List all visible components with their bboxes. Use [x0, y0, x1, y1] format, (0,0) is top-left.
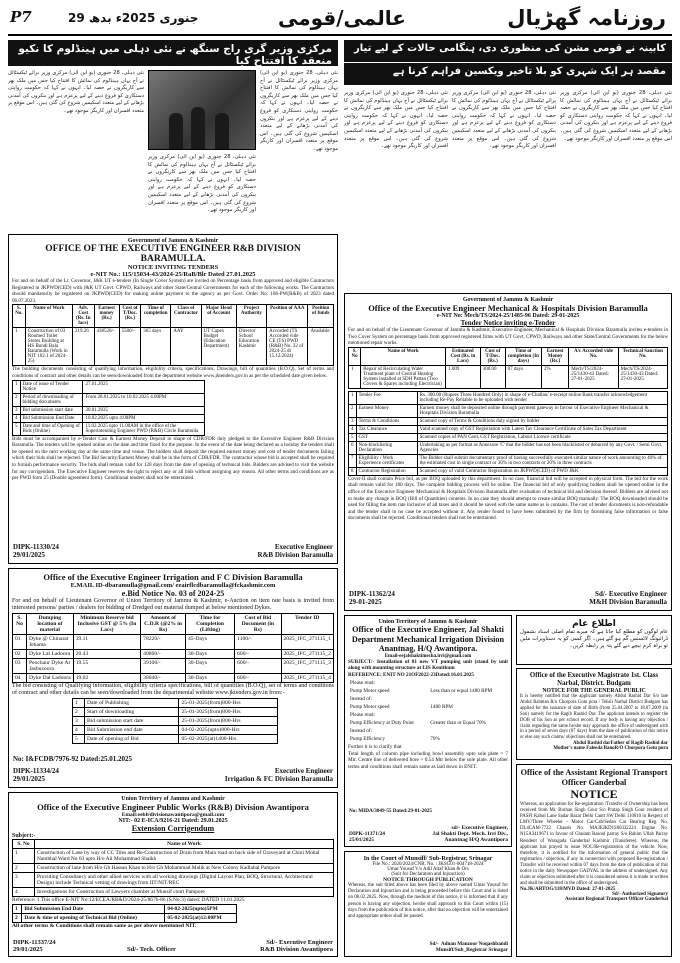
table-cell: 2 — [73, 707, 85, 716]
table-cell: 5 — [349, 433, 357, 441]
col-header: Minimum Reserve bid Inclusive GST @ 5% (In Lacs) — [73, 613, 140, 634]
ad-govt-line: Union Territory of Jammu and Kashmir — [121, 796, 225, 802]
table-cell: Date and time of Opening of Bids (Online) — [20, 422, 83, 435]
table-cell: 25-01-2025(from)800-Hrs — [179, 716, 278, 725]
table-cell: Mech/TS/2024-25/1430-43 Dated: 27-01-2025 — [618, 365, 667, 388]
ad-subject: SUBJECT:- Installation of 01 new VT pumping unit (stand by unit along with mounting structure at LIS Kenitkum — [348, 658, 508, 672]
col-header: Time for Completion (Lifting) — [185, 613, 234, 634]
table-cell: 19.55 — [73, 658, 140, 673]
headline-right-2: مقصد ہر ایک شہری کو بلا تاخیر ویکسین فراہم کرنا ہے — [344, 63, 672, 85]
story-right-col-3: نئی دہلی، 28 جنوری (یو این آئی) مرکزی وزیر برائے ٹیکسٹائل نے آج یہاں ہینڈلوم کی نمائش کا افتتاح کیا جس میں ملک بھر سے کاریگروں نے حصہ لیا۔ انہوں نے کہا کہ حکومت روایتی دستکاری کو فروغ دینے کے لیے پرعزم ہے اور بنکروں کی آمدنی بڑھانے کے لیے متعدد اسکیمیں شروع کی گئی ہیں۔ اس موقع پر متعدد افسران اور کاریگر موجود تھے۔ — [560, 90, 672, 142]
table-cell: Bid submission start date — [20, 406, 83, 414]
col-header: Name of Work — [25, 305, 72, 328]
story-right-col-1: نئی دہلی، 28 جنوری (یو این آئی) مرکزی وزیر برائے ٹیکسٹائل نے آج یہاں ہینڈلوم کی نمائش کا افتتاح کیا جس میں ملک بھر سے کاریگروں نے حصہ لیا۔ انہوں نے کہا کہ حکومت روایتی دستکاری کو فروغ دینے کے لیے پرعزم ہے اور بنکروں کی آمدنی بڑھانے کے لیے متعدد اسکیمیں شروع کی گئی ہیں۔ اس موقع پر متعدد افسران اور کاریگر موجود تھے۔ — [344, 90, 448, 150]
table-cell: Valid scanned copy of GST Registration with Latest Tax Clearance Certificate of Sales Tax Department — [417, 425, 667, 433]
table-cell: 78220/- — [141, 634, 186, 649]
table-cell: 2025_IFC_271115_2 — [281, 649, 334, 658]
ad-case-number: File No.: 2020/2024/CNR. No. : JKSG01-004718-2024 — [372, 862, 484, 867]
table-cell: 2 — [13, 393, 21, 406]
table-cell: 4 — [13, 888, 35, 897]
schedule-table — [12, 380, 205, 436]
line-value: Greater than or Equal 70% — [430, 720, 486, 727]
table-row — [349, 467, 668, 475]
list-item — [350, 728, 506, 734]
ad-body: It is hereby notified that the applicant namely Abdul Rashid Dar S/o late Abdul Rahman R/o Chorpora Gotu pora / Tehsil Narbal District Budgam has applied for the issuance of date of Birth (from 25.04.2007 to 18.07.2009 (in Son) namely for the Ragib Rashid Dar. The applicant intends to register the DOB of his Son as per school record. If any body is having any objection / claim regarding the same he/she may approach the office of undersigned with in a period of seven days (07 days) from the date of publication of this notice or else any such claims/ objections shall not be entertained. — [520, 694, 668, 741]
col-header: Dumping location of material — [27, 613, 74, 634]
table-cell: 19.02 — [73, 673, 140, 682]
col-header: Position of AAA — [267, 305, 308, 328]
col-header: S. No — [13, 840, 35, 849]
table-cell: Dyke Lal Ladoora — [27, 649, 74, 658]
ad-ref: No: MIDA/3049-55 Dated:29-01-2025 — [349, 808, 432, 814]
table-row — [13, 414, 205, 422]
col-header: Cost of T/Doc. (Rs.) — [119, 305, 141, 328]
col-header: Earnest money (Rs.) — [94, 305, 119, 328]
works-table — [12, 839, 334, 897]
table-row — [13, 634, 334, 649]
headline-right-1: کابینہ نے قومی مشن کی منظوری دی، ہنگامی حالات کے لیے تیار — [344, 40, 672, 62]
line-label: Pump Efficiency at Duty Point — [350, 720, 414, 727]
table-cell: Earnest Money — [356, 404, 417, 417]
table-cell: 4 — [13, 414, 21, 422]
ad-subtitle: Tender Notice inviting e-Tender — [460, 319, 556, 327]
col-header: Time of completion — [141, 305, 171, 328]
table-cell: 2% — [542, 365, 569, 388]
ad-title: Office of the Executive Engineer Mechanical & Hospitals Division Baramulla — [368, 303, 648, 313]
table-cell: The Bidder shall submit documentary proof of having successfully executed similar nature of work amounting to 40% of the estimated cost in single contract or 30% in two contracts or 20% in three contracts — [417, 454, 667, 467]
table-cell: 30-Days — [185, 673, 234, 682]
schedule-table — [72, 698, 278, 744]
ad-transport-officer — [516, 764, 672, 957]
news-photo-left — [148, 70, 256, 150]
masthead — [8, 6, 672, 36]
ad-subtitle: NOTICE THROUGH PUBLICATION — [383, 877, 473, 883]
table-cell: 45-Days — [185, 634, 234, 649]
works-table — [348, 347, 668, 389]
ad-note: The building documents consisting of qualifying information, eligibility criteria, specifications, Drawings, bill of quantities (B.O.Q), Set of terms and conditions of contract and other details can be seen/downloaded from the department website www.jktenders.gov.in as per the scheduled date given below. — [12, 366, 334, 379]
ad-nit-number: e-NIT No.: 115/15034-43/2024-25/RaB/Blr Dated 27.01.2025 — [90, 271, 256, 278]
ad-ref: No: I&FCDB/7976-92 Dated:25.01.2025 — [13, 755, 132, 763]
ad-body: Whereas, the suit titled above has been filed by above named Umar Yousuf for Declaration and Injunction and is being proceeded before this Court and is listed on 08.02.2025. Now, through the medium of this notice, it is informed that if any person is having any objection, he/she shall approach to this Court within (15) days from the publication of this notice, after that no objection will be entertained and appropriate orders shall be passed. — [348, 883, 508, 920]
col-header: Tender ID — [281, 613, 334, 634]
table-cell: 2 — [349, 404, 357, 417]
table-cell: Dyke @ Chinarat Jehama — [27, 634, 74, 649]
table-cell: Contractor Registration — [356, 467, 417, 475]
table-row — [349, 425, 668, 433]
table-cell: 365 days — [141, 328, 171, 366]
ad-signature: Sd/- Adnan Manzoor Noqashbandi Munsiff/Sub_Registrar Srinagar — [429, 941, 508, 953]
table-cell: 2025_IFC_271115_1 — [281, 634, 334, 649]
ad-title: Office of the Executive Engineer, Jal Shakti Department Mechanical Irrigation Division Anantnag, H/Q Awantipora. — [351, 625, 505, 653]
table-cell: 600/- — [235, 649, 281, 658]
ad-intro: For and on behalf of Lieutenant Governor of Union Territory of Jammu & Kashmir, e-Auction on item rate basis is invited from interested persons/ parties / dealers for bidding of Dredged out material dumped at below mentioned Dykes. — [12, 598, 334, 612]
col-header: Cost of Bid Document (in Rs) — [235, 613, 281, 634]
ad-govt-line: Union Territory of Jammu & Kashmir — [378, 619, 478, 625]
table-cell: 6 — [349, 441, 357, 454]
table-cell: 2 — [13, 913, 22, 922]
table-cell: 25-01-2025(from)800-Hrs — [179, 698, 278, 707]
ad-details: Total length of column pipe including bowl assembly upto sole plate = 7 Mtr. Centre line of delivered bore = 0.54 Mtr below the sole plate. All other terms and conditions shall remain same as laid down in ENIT. — [348, 750, 508, 771]
col-header: Class of Contractor — [171, 305, 201, 328]
list-item — [350, 736, 506, 742]
table-cell: 300.00 — [480, 365, 505, 388]
table-cell: 2 — [13, 864, 35, 873]
ad-signature: Sd/- Authorized Signatory Assistant Regional Transport Officer Ganderbal — [564, 892, 668, 903]
table-cell: From 28.01.2025 to 10.02.2025 4.00PM — [83, 393, 205, 406]
ad-body: عام لوگوں کو مطلع کیا جاتا ہے کہ میرے تمام اصلی اسناد بشمول ڈرائیونگ لائسنس گم ہو گئے ہیں۔ اگر کسی کو یہ دستاویزات ملیں تو براہ کرم نیچے دیے گئے پتہ پر رابطہ کریں۔ — [520, 629, 668, 649]
table-cell: 04-02-2025(upto)800-Hrs — [179, 725, 278, 734]
line-label: Instead of: — [350, 728, 373, 735]
ad-signature: Sd/- Executive Engineer R&B Division Awantipora — [260, 939, 333, 953]
col-header: Estimated Cost (Rs. in Lacs) — [446, 347, 481, 365]
ad-suit-type: (Suit for Declaration and Injunction) — [391, 872, 465, 877]
table-cell: 3 — [13, 873, 35, 888]
table-cell: Construction of 03 Roomed Toilet Stores Building at HS Bondi Bala Baramulla (Work in NIT 102.1 of 2024-25) — [25, 328, 72, 366]
ad-subtitle: NOTICE — [570, 787, 618, 801]
table-cell: 1 — [13, 904, 22, 913]
col-header: Time of completion (In days) — [505, 347, 541, 365]
extension-table — [12, 904, 237, 923]
ad-dipk: DIPK-11337/24 29/01/2025 — [13, 939, 56, 953]
table-cell: 04-02-2025(upto)5PM — [165, 904, 237, 913]
ad-email: Email:eeblrdivisionawantipora@gmail.com — [121, 812, 225, 818]
ad-note: The bid consisting of Qualifying information, eligibility criteria specifications, bill of quantities (B.O.Q), set of terms and conditions of contract and other details can be seen/downloaded from the departmental website www.jktenders.gov.in from:- — [12, 682, 334, 697]
col-header: Technical Sanction No. — [618, 347, 667, 365]
col-header: Position of funds — [308, 305, 334, 328]
table-cell: Date & time of opening of Technical Bid (Online) — [22, 913, 165, 922]
col-header: Name of Work — [361, 347, 446, 365]
ad-subtitle: NOTICE INVITING TENDERS — [127, 264, 219, 271]
table-cell: Construction of lane from H/o Gh Hassan Khan to H/o Gh Mohammad Malik at New Colony Kadlabal Pampore — [35, 864, 334, 873]
story-left-col-3: نئی دہلی، 28 جنوری (یو این آئی) مرکزی وزیر برائے ٹیکسٹائل نے آج یہاں ہینڈلوم کی نمائش کا افتتاح کیا جس میں ملک بھر سے کاریگروں نے حصہ لیا۔ انہوں نے کہا کہ حکومت روایتی دستکاری کو فروغ دینے کے لیے پرعزم ہے اور بنکروں کی آمدنی بڑھانے کے لیے متعدد اسکیمیں شروع کی گئی ہیں۔ اس موقع پر متعدد افسران اور کاریگر موجود تھے۔ — [148, 154, 256, 214]
table-cell: Providing Consultancy and other allied services with all working drawings (Digital Layout Plan, BOQ, Structural, Architectural Design) include Technical vetting of drawings from IIT/NIT/REC — [35, 873, 334, 888]
ad-munsiff-court — [344, 851, 512, 957]
ad-email: E.MAIL ID-dbaramulla@gmail.com/ eeairflcdbaramulla@fckashmir.com — [70, 582, 276, 589]
table-row — [13, 649, 334, 658]
col-header: Amount of C.D.R (@2% in Rs) — [141, 613, 186, 634]
table-cell: Date of opening of Bid — [84, 734, 179, 743]
table-cell: 219.26 — [73, 328, 95, 366]
table-cell: 5500/- — [119, 328, 141, 366]
table-cell: Start of downloading — [84, 707, 179, 716]
table-cell: 3 — [349, 417, 357, 425]
table-cell: Non-blacklisting Declaration — [356, 441, 417, 454]
table-cell: 1100/- — [235, 634, 281, 649]
table-row — [73, 707, 278, 716]
headline-left: مرکزی وزیر گری راج سنگھ نے نئی دہلی میں ہینڈلوم کا نکیو منعقد کا افتتاح کیا — [8, 40, 338, 66]
line-value — [430, 696, 506, 702]
line-label: Pump Motor speed — [350, 688, 390, 695]
ad-bid-number: e.Bid Notice No. 03 of 2024-25 — [121, 589, 225, 598]
ad-executive-magistrate — [516, 668, 672, 760]
col-header: Earnest Money (Rs.) — [542, 347, 569, 365]
ad-body: Cover-II shall contain Price bid, as per BOQ uploaded by this department. In no case, financial bid will be accepted in physical form. The bid for the work shall remain valid for 180 days. The complete bidding process will be online. The financial bid of only qualifying bidders shall be opened online in the office of the Executive Engineer Mechanical & Hospitals Division Baramulla after evaluation of technical bid and decision thereof. Bidders are advised not to make any change in BOQ (Bill of Quantities) contents. In no case they should attempt to create similar BOQ manually. The BOQ downloaded should be used for filling the item rate inclusive of all taxes and it should be saved with the same name as is contains. The cost of tender documents is non-refundable and the tender shall in no case be accepted without it. Any tender found to have been submitted by the firm by furnishing false information or false documents shall be rejected. Conditional tenders shall not be entertained. — [348, 475, 668, 522]
table-cell: 03 — [13, 658, 27, 673]
table-cell: Tender Fee — [356, 391, 417, 404]
table-cell: Bid submission start date — [84, 716, 179, 725]
table-cell: Available — [308, 328, 334, 366]
table-cell: 1 — [13, 849, 35, 864]
table-cell: Peochaur Dyke At Jasbuzoora — [27, 658, 74, 673]
ad-mech-hospitals — [344, 293, 672, 611]
ad-parties: Umar Yousuf V/s Adil Altaf Khan & Ors — [387, 867, 469, 872]
col-header: S. No. — [13, 305, 26, 328]
table-cell: 11.02.2025 upto 11.00AM in the office of the Superintending Engineer PWD (R&B) Circle Baramulla — [83, 422, 205, 435]
table-row — [349, 441, 668, 454]
table-cell: 01 — [13, 634, 27, 649]
table-cell: Scanned copies of PAN Card, GST Registration, Labour Licence certificate — [417, 433, 667, 441]
table-cell: 10.02.2025 upto 4:00PM — [83, 414, 205, 422]
table-cell: 05-02-2025(at)12:00PM — [165, 913, 237, 922]
table-row — [13, 873, 334, 888]
col-header: Project Authority — [236, 305, 266, 328]
table-row — [13, 913, 237, 922]
table-cell: Date of issue of Tender Notice — [20, 380, 83, 393]
ad-subtitle: NOTICE FOR THE GENERAL PUBLIC — [542, 688, 646, 694]
line-value: 70% — [430, 736, 440, 743]
list-item — [350, 680, 506, 686]
table-row — [349, 433, 668, 441]
table-cell: Date of Publishing — [84, 698, 179, 707]
ad-ref: DIPK-11362/24 29-01-2025 — [349, 590, 395, 606]
table-cell: Bid Submission End Date — [22, 904, 165, 913]
col-header: A/c Accorded vide No. — [569, 347, 618, 365]
table-cell: Bid Submission End Date — [20, 414, 83, 422]
ad-intro: For and on behalf of the Lieutenant Governor of Jammu & Kashmir, Executive Engineer, Mechanical & Hospitals Division Baramulla invites e-tenders in Two Cover System on percentage basis from approved registered firms with UT Govt, CPWD, Railways and other State/Central Governments for the below mentioned repair works. — [348, 327, 668, 347]
ad-irrigation-fc — [8, 568, 338, 788]
table-cell: 38040/- — [141, 673, 186, 682]
table-cell: 39.11 — [73, 634, 140, 649]
line-label: Please read: — [350, 680, 375, 687]
table-cell: AAY — [171, 328, 201, 366]
ad-dipk: DIPK-11371/24 25/01/2025 — [349, 831, 386, 843]
ad-nit-number: NIT:- 02 E-ICA/9216-21 Dated: 29.01.2025 — [118, 818, 228, 824]
table-row — [13, 380, 205, 393]
table-cell: 5 — [73, 734, 85, 743]
table-cell: 25-01-2025(from)800-Hrs — [179, 707, 278, 716]
table-cell: 600/- — [235, 673, 281, 682]
table-cell: 40860/- — [141, 649, 186, 658]
table-cell: 07 days — [505, 365, 541, 388]
table-row — [13, 658, 334, 673]
ad-title: In the Court of Munsiff/ Sub-Registrar, Srinagar — [363, 855, 493, 862]
list-item — [350, 712, 506, 718]
col-header: S. No — [349, 347, 361, 365]
table-cell: Terms & Conditions — [356, 417, 417, 425]
table-row — [73, 725, 278, 734]
table-cell: GST — [356, 433, 417, 441]
ad-jal-shakti — [344, 615, 512, 847]
table-row — [13, 406, 205, 414]
story-left-col-1: نئی دہلی، 28 جنوری (یو این آئی) مرکزی وزیر برائے ٹیکسٹائل نے آج یہاں ہینڈلوم کی نمائش کا افتتاح کیا جس میں ملک بھر سے کاریگروں نے حصہ لیا۔ انہوں نے کہا کہ حکومت روایتی دستکاری کو فروغ دینے کے لیے پرعزم ہے اور بنکروں کی آمدنی بڑھانے کے لیے متعدد اسکیمیں شروع کی گئی ہیں۔ اس موقع پر متعدد افسران اور کاریگر موجود تھے۔ — [8, 70, 144, 114]
table-cell: Undertaking as per format as Annexure 'C' that the bidder has not been blacklisted or debarred by any Govt. / Semi Govt. Agencies — [417, 441, 667, 454]
ad-ref: No.JK/ARTOG/118/MVD Dated: 27-01-2025 — [520, 887, 616, 893]
table-cell: 4 — [73, 725, 85, 734]
ad-intro: For and on behalf of the Lt. Governor, J&K UT e-tenders (In Single Cover System) are invited on Percentage basis from approved and eligible Contractors Registered in JKPWD(CED) with J&K UT Govt. CPWD, Railways and other State/Central Governments for each of the following works. The Contractors should mandatorily be registered on JKPWD(CED) for making online payment to the agency as per Govt. Order No: 186-PW(R&B) of 2023 dated 06.07.2023. — [12, 278, 334, 304]
table-row — [349, 365, 668, 388]
table-cell: 5 — [13, 422, 21, 435]
ad-footer: All other terms & Conditions shall remain same as per above mentioned NIT. — [12, 922, 197, 929]
col-header: Major Head of Account — [201, 305, 236, 328]
table-cell: 1 — [349, 391, 357, 404]
section-title: عالمی/قومی — [278, 6, 406, 30]
table-cell: 04 — [13, 673, 27, 682]
line-label: Pump Motor speed — [350, 704, 390, 711]
table-cell: 30-Days — [185, 649, 234, 658]
line-value — [430, 728, 506, 734]
table-row — [349, 417, 668, 425]
table-cell: 1 — [73, 698, 85, 707]
table-cell: Construction of Lane by way of CC Tiles and Re-Construction of Drain from Main road on back side of Graveyard at Chini Mohal Nambhal Ward No 03 upto H/o Ali Mohammad Shaikh — [35, 849, 334, 864]
table-cell: 3 — [73, 716, 85, 725]
col-header: Adv. Cost (Rs. In lacs) — [73, 305, 95, 328]
table-cell: 4 — [349, 425, 357, 433]
table-cell: Dyke Dal Ladoora — [27, 673, 74, 682]
table-cell: Earnest money shall be deposited online through payment gateway in favour of Executive Engineer Mechanical & Hospitals Division Baramulla — [417, 404, 667, 417]
table-cell: Director School Education Kashmir — [236, 328, 266, 366]
table-cell: 05-02-2025(at)1400-Hrs — [179, 734, 278, 743]
ad-dipk: DIPK-11334/24 29/01/2025 — [13, 767, 59, 783]
table-cell: 438520/- — [94, 328, 119, 366]
ad-reference: REFERENCE: ENIT NO 21OF2022-23Dated:16.01.2025 — [348, 671, 474, 678]
ad-govt-line: Government of Jammu & Kashmir — [462, 297, 554, 303]
col-header: S. No — [13, 613, 27, 634]
table-row — [349, 404, 668, 417]
table-row — [13, 328, 334, 366]
table-cell: 02 — [13, 649, 27, 658]
ad-title: اطلاع عام — [572, 619, 616, 629]
documents-table — [348, 391, 668, 476]
col-header: Cost of T/Doc. (Rs.) — [480, 347, 505, 365]
ad-rb-baramulla — [8, 234, 338, 564]
story-right-col-2: نئی دہلی، 28 جنوری (یو این آئی) مرکزی وزیر برائے ٹیکسٹائل نے آج یہاں ہینڈلوم کی نمائش کا افتتاح کیا جس میں ملک بھر سے کاریگروں نے حصہ لیا۔ انہوں نے کہا کہ حکومت روایتی دستکاری کو فروغ دینے کے لیے پرعزم ہے اور بنکروں کی آمدنی بڑھانے کے لیے متعدد اسکیمیں شروع کی گئی ہیں۔ اس موقع پر متعدد افسران اور کاریگر موجود تھے۔ — [452, 90, 556, 150]
table-cell: Tax Clearance — [356, 425, 417, 433]
ad-clauses: Bids must be accompanied by e-Tender Cost & Earnest Money Deposit in shape of CDR/FDR duly pledged to the Executive Engineer R&B Division Baramulla. The tenders will be opened online on the date and time fixed for the purpose. In the event of the date being declared as a holiday the tenders shall be opened on the next working day at the same time and venue. The bidders shall deposit the required earnest money and cost of tender documents failing which their bids shall be rejected. The Bid Security/Earnest Money shall be in the form of CDR/FDR. The contractor whose bid is accepted shall be required to furnish performance security. The bids shall remain valid for 120 days from the date of opening of technical bids. Bidders are advised to visit the website for any corrigendum. The Executive Engineer reserves the right to reject any or all bids without assigning any reason. All other terms and conditions are as per PWD form 25 (Double agreement form). Conditional tenders shall not be entertained. — [12, 435, 334, 482]
ad-ref: DIPK-11330/24 29/01/2025 — [13, 543, 59, 559]
table-cell: Period of downloading of bidding documents — [20, 393, 83, 406]
table-row — [73, 698, 278, 707]
ad-title: Office of the Executive Engineer Irrigation and F C Division Baramulla — [43, 572, 303, 582]
table-cell: 2025_IFC_271115_4 — [281, 673, 334, 682]
table-cell: 27.01.2025 — [83, 380, 205, 393]
table-cell: 3 — [13, 406, 21, 414]
story-left-col-2: نئی دہلی، 28 جنوری (یو این آئی) مرکزی وزیر برائے ٹیکسٹائل نے آج یہاں ہینڈلوم کی نمائش کا افتتاح کیا جس میں ملک بھر سے کاریگروں نے حصہ لیا۔ انہوں نے کہا کہ حکومت روایتی دستکاری کو فروغ دینے کے لیے پرعزم ہے اور بنکروں کی آمدنی بڑھانے کے لیے متعدد اسکیمیں شروع کی گئی ہیں۔ اس موقع پر متعدد افسران اور کاریگر موجود تھے۔ — [260, 70, 338, 152]
ad-govt-line: Government of Jammu & Kashmir — [127, 238, 219, 244]
dyke-table — [12, 613, 334, 683]
table-row — [349, 391, 668, 404]
issue-date: 29 جنوری 2025ء بدھ — [68, 11, 199, 25]
table-cell: UT Capex Budget (Education Department) — [201, 328, 236, 366]
ad-title: OFFICE OF THE EXECUTIVE ENGINEER R&B DIVISION BARAMULLA. — [45, 244, 301, 264]
ad-further: Further it is to clarify that — [348, 744, 402, 751]
ad-public-works-awantipora — [8, 792, 338, 957]
table-row — [13, 673, 334, 682]
table-row — [13, 393, 205, 406]
table-cell: 7 — [349, 454, 357, 467]
table-row — [13, 904, 237, 913]
ad-tech-officer: Sd/- Tech. Officer — [127, 946, 176, 953]
table-cell: 30.01.2025 — [83, 406, 205, 414]
table-row — [13, 888, 334, 897]
ad-signature: Abdul Rashid darFather of Ragib Rashid dar Mother's name Faleeda BanoR/O Chorpora Gotu pora — [553, 741, 668, 752]
ad-signature: Executive Engineer Irrigation & FC Division Baramulla — [224, 767, 333, 783]
ad-body: Whereas, an application for Re-registration /Transfer of Ownership has been received from Mr. Burhan Singh Gour S/o Pratap Singh Gour resident of PASFI Kahul Lane Sadar Bazar Delhi Cantt SW Delhi 110010 in Respect of LMV/Three Wheeler - Motor Car/Cab/Sedan Car Bearing Reg. No. DL4CAM-7722 Chassis No. MA3EJKD1S00332224 Engine No. N15A3419671 in favour of Ghulam Rasool parray S/o Rahim Ullah Parray Resident of Waragada Ganderbal Kashmir (Transferee). Whereas, the applicant has prayed to issue NOC/Re-registration of the vehicle. Now, therefore, it is notified for the information of general public that the registration / objection, if any in connection with proposed Re-registration / Transfer will be received within 07 days from the date of publication of this notice in the daily Newspaper GADYAL in the address of undersigned. Any claim or objection submitted after it is considered unless it is made in written and shall be submitted in the office of undersigned. — [520, 802, 669, 887]
table-cell: Investigations for Construction of Lawyers chamber at Munsif court Pampore — [35, 888, 334, 897]
ad-signature: sd/- Executive Engineer, Jal Shakti Dept. Mech. Irri Div., Anantnag H/Q Awantipora — [432, 825, 508, 843]
table-cell: 600/- — [235, 658, 281, 673]
ad-signature: Executive Engineer R&B Division Baramulla — [257, 543, 333, 559]
table-row — [73, 716, 278, 725]
table-cell: 30-Days — [185, 658, 234, 673]
line-value: 1480 RPM — [430, 704, 453, 711]
table-cell: Accorded (TS Accorded vide CE (TS) PWD (R&B) No. 32 of 2024-25 dt 15.12.2024) — [267, 328, 308, 366]
ad-email: Email-eejalshaktimecha.irri@gmail.com — [384, 653, 472, 659]
corrigendum-lines — [348, 678, 508, 744]
line-label: Please read: — [350, 712, 375, 719]
ad-nit-number: e-NIT No: Mech/TS/2024-25/1485-96 Dated: 29-01-2025 — [436, 313, 580, 319]
list-item — [350, 704, 506, 710]
table-cell: 1 — [13, 328, 26, 366]
page-number: P7 — [10, 8, 32, 26]
table-cell: Scanned copy of Terms & Conditions duly signed by bidder — [417, 417, 667, 425]
line-value — [430, 712, 506, 718]
list-item — [350, 696, 506, 702]
line-label: Instead of: — [350, 696, 373, 703]
line-label: Pump Efficiency — [350, 736, 385, 743]
table-row — [13, 849, 334, 864]
table-cell: Mech/TS/2024-25/1430-43 Dated: 27-01-2025 — [569, 365, 618, 388]
table-cell: Scanned copy of valid Contractor Registration on JKPWD(CED) of PWD J&K — [417, 467, 667, 475]
table-cell: Repair of Recirculating Water Treatment plant of Central Heating System installed at SDH Pattan (Two Covers & Spares including Electrician) — [361, 365, 446, 388]
ad-urdu-public-notice — [516, 615, 672, 665]
ad-signature: Sd/- Executive Engineer M&H Division Baramulla — [589, 590, 667, 606]
table-row — [349, 454, 668, 467]
table-cell: 20.43 — [73, 649, 140, 658]
table-row — [13, 864, 334, 873]
table-cell: Bid Submission end date — [84, 725, 179, 734]
newspaper-name: روزنامہ گھڑیال — [507, 6, 666, 30]
ad-subject: Subject:- — [12, 833, 36, 839]
table-row — [13, 422, 205, 435]
table-cell: Rs. 300.00 (Rupees Three Hundred Only) in shape of e-Challan/ e-receipt online Bank transfer acknowledgement including Re-Pay Reliable to be uploaded with tender — [417, 391, 667, 404]
table-cell: 2025_IFC_271115_3 — [281, 658, 334, 673]
ad-reference: Reference: 1.This office E-NIT No:12/ECEA/RB&D/2024-25/8676-86 (S.No:3) dated: DATED 11.01.2025 — [12, 897, 245, 903]
ad-title: Office of the Executive Engineer Public Works (R&B) Division Awantipora — [37, 802, 309, 812]
ad-subtitle: Extension Corrigendum — [131, 824, 215, 833]
ad-title: Office of the Assistant Regional Transport Officer Ganderbal — [520, 768, 668, 787]
list-item — [350, 720, 506, 726]
table-cell: Eligibility / Work Experience certificates — [356, 454, 417, 467]
table-cell: 1 — [13, 380, 21, 393]
line-value — [430, 680, 506, 686]
table-row — [73, 734, 278, 743]
works-table — [12, 304, 334, 366]
col-header: Name of Work — [35, 840, 334, 849]
line-value: Less than or equal 1480 RPM — [430, 688, 493, 695]
table-cell: 39100/- — [141, 658, 186, 673]
ad-title: Office of the Executive Magistrate 1st. Class Narbal, District. Budgam — [529, 672, 659, 687]
table-cell: 1 — [349, 365, 361, 388]
list-item — [350, 688, 506, 694]
table-cell: 1.009 — [446, 365, 481, 388]
table-cell: 8 — [349, 467, 357, 475]
